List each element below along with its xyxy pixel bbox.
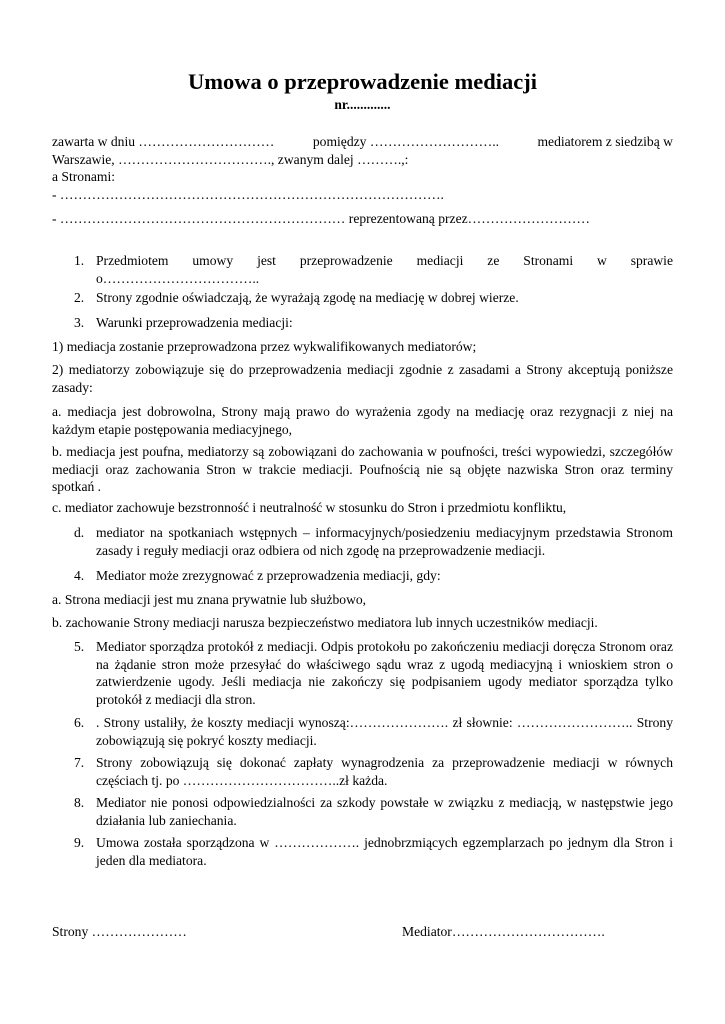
clause-number: 2. (74, 290, 85, 305)
clause-number: 3. (74, 315, 85, 330)
clause-letter: d. (74, 525, 85, 540)
intro-line-1 (52, 133, 673, 151)
clause-number: 8. (74, 795, 85, 810)
clause-number: 4. (74, 568, 85, 583)
signature-parties: Strony ………………… (52, 924, 187, 939)
clause-number: 1. (74, 253, 85, 268)
intro-line-5: - ……………………………………………………… reprezentowaną przez……………………… (52, 211, 590, 226)
clause-text: mediator na spotkaniach wstępnych – informacyjnych/posiedzeniu mediacyjnym przedstawia Stronom zasady i reguły mediacji oraz odbiera od nich zgodę na przeprowadzenie mediacji. (96, 525, 673, 558)
clause-4 (52, 567, 673, 585)
clause-text: . Strony ustaliły, że koszty mediacji wynoszą:…………………. zł słownie: …………………….. Strony zobowiązują się pokryć koszty mediacji. (96, 715, 673, 748)
clause-text: Umowa została sporządzona w ………………. jednobrzmiących egzemplarzach po jednym dla Stron i jeden dla mediatora. (96, 835, 673, 868)
clause-4-point-a: a. Strona mediacji jest mu znana prywatnie lub służbowo, (52, 592, 367, 607)
intro-between: pomiędzy ……………………….. (312, 134, 499, 149)
clause-2 (52, 289, 673, 307)
clause-text: Strony zobowiązują się dokonać zapłaty wynagrodzenia za przeprowadzenie mediacji w równych częściach tj. po ……………………………..zł każda. (96, 755, 673, 788)
clause-5 (52, 638, 673, 708)
clause-3-point-c: c. mediator zachowuje bezstronność i neutralność w stosunku do Stron i przedmiotu konfliktu, (52, 500, 567, 515)
clause-9 (52, 834, 673, 869)
intro-line-2: Warszawie, ……………………………., zwanym dalej ……….,: (52, 152, 409, 167)
clause-3-point-b: b. mediacja jest poufna, mediatorzy są zobowiązani do zachowania w poufności, treści wypowiedzi, szczegółów mediacji oraz zachowania Stron w trakcie mediacji. Poufnością nie są objęte nazwiska Stron oraz terminy spotkań . (52, 444, 673, 494)
clause-number: 6. (74, 715, 85, 730)
clause-text: Przedmiotem umowy jest przeprowadzenie mediacji ze Stronami w sprawie o…………………………….. (96, 253, 673, 286)
clause-3 (52, 314, 673, 332)
clause-number: 5. (74, 639, 85, 654)
clause-number: 9. (74, 835, 85, 850)
clause-text: Mediator może zrezygnować z przeprowadzenia mediacji, gdy: (96, 568, 441, 583)
intro-date: zawarta w dniu ………………………… (52, 134, 275, 149)
clause-text: Mediator nie ponosi odpowiedzialności za szkody powstałe w związku z mediacją, w następstwie jego działania lub zaniechania. (96, 795, 673, 828)
document-number: nr............. (334, 97, 391, 112)
document-title: Umowa o przeprowadzenie mediacji (188, 69, 537, 94)
clause-3-point-d (52, 524, 673, 559)
clause-3-point-1: 1) mediacja zostanie przeprowadzona przez wykwalifikowanych mediatorów; (52, 339, 477, 354)
clause-4-point-b: b. zachowanie Strony mediacji narusza bezpieczeństwo mediatora lub innych uczestników mediacji. (52, 615, 598, 630)
clause-1 (52, 252, 673, 287)
intro-line-4: - …………………………………………………………………………. (52, 187, 444, 202)
clause-number: 7. (74, 755, 85, 770)
signature-mediator: Mediator……………………………. (402, 924, 605, 939)
clause-text: Strony zgodnie oświadczają, że wyrażają zgodę na mediację w dobrej wierze. (96, 290, 519, 305)
clause-3-point-a: a. mediacja jest dobrowolna, Strony mają prawo do wyrażenia zgody na mediację oraz rezygnacji z niej na każdym etapie postępowania mediacyjnego, (52, 404, 673, 437)
clause-6 (52, 714, 673, 749)
clause-8 (52, 794, 673, 829)
intro-mediator: mediatorem z siedzibą w (537, 134, 673, 149)
clause-3-point-2: 2) mediatorzy zobowiązuje się do przeprowadzenia mediacji zgodnie z zasadami a Strony akceptują poniższe zasady: (52, 362, 673, 395)
clause-text: Warunki przeprowadzenia mediacji: (96, 315, 293, 330)
clause-text: Mediator sporządza protokół z mediacji. Odpis protokołu po zakończeniu mediacji doręcza Stronom oraz na żądanie stron może przesyłać do właściwego sądu wraz z ugodą mediacyjną i wnioskiem stron o zatwierdzenie ugody. Jeśli mediacja nie zakończy się podpisaniem ugody mediator sporządza tylko protokół z mediacji dla stron. (96, 639, 673, 707)
clause-7 (52, 754, 673, 789)
intro-line-3: a Stronami: (52, 169, 116, 184)
